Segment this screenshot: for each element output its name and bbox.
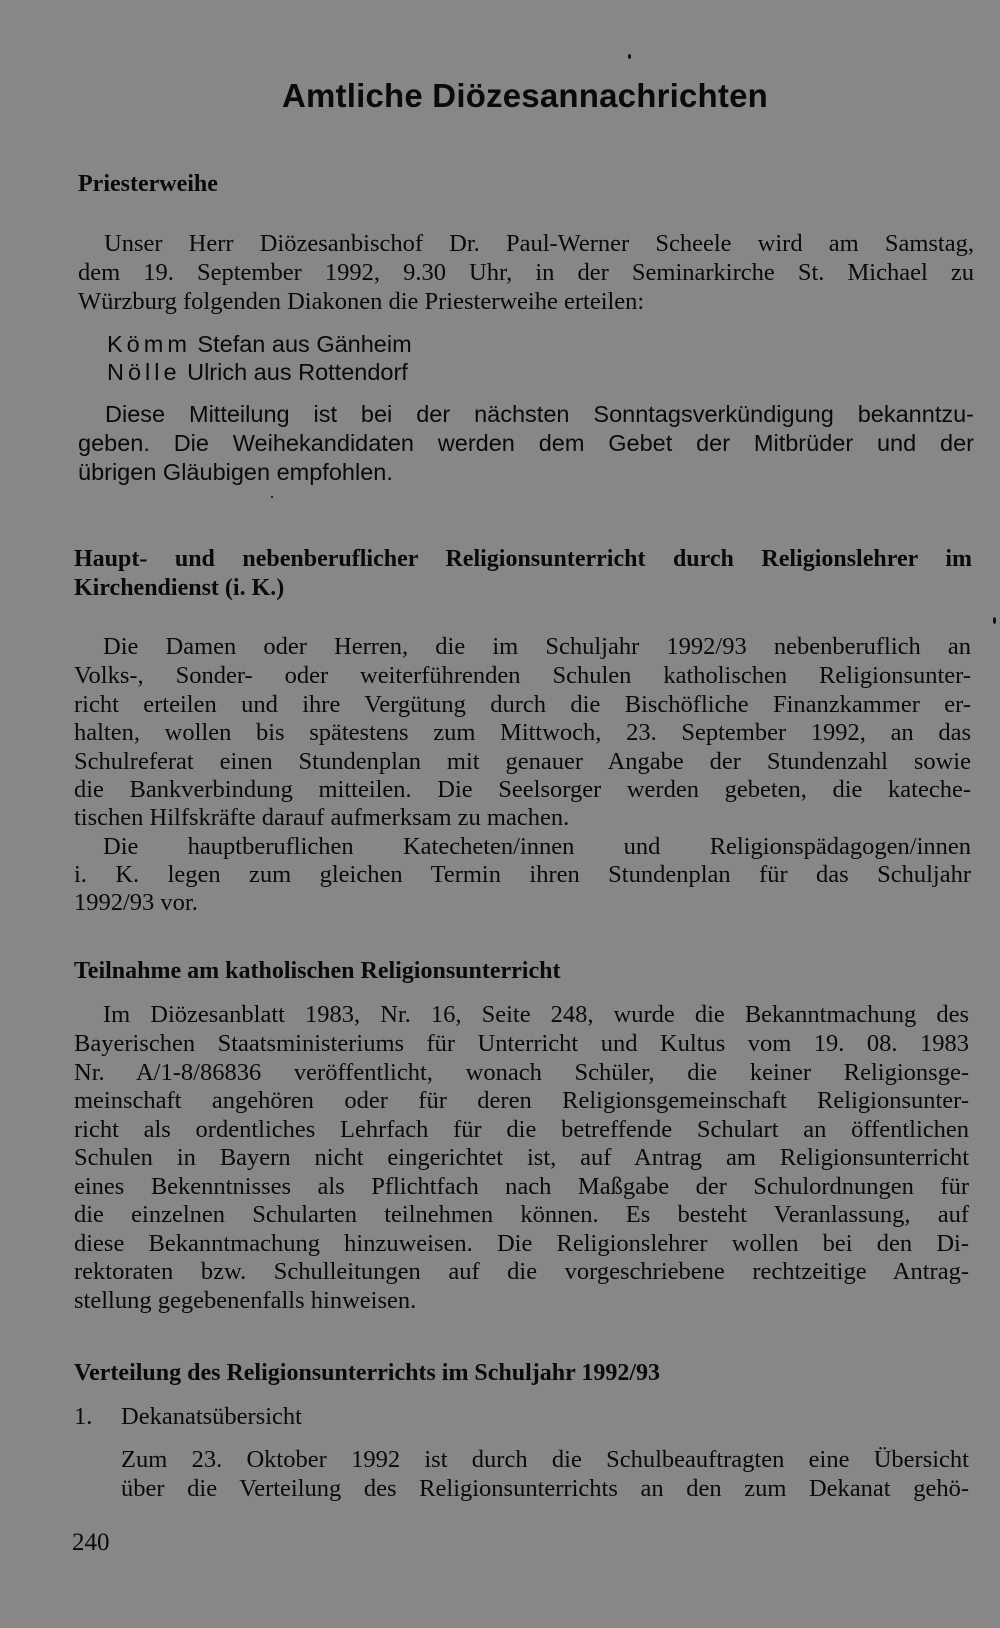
- scan-speck: [271, 496, 273, 498]
- paragraph-line: über die Verteilung des Religionsunterrichts an den zum Dekanat gehö-: [121, 1475, 969, 1502]
- paragraph-line: i. K. legen zum gleichen Termin ihren Stundenplan für das Schuljahr: [74, 861, 971, 888]
- scan-speck: [628, 54, 631, 59]
- paragraph-line: eines Bekenntnisses als Pflichtfach nach Maßgabe der Schulordnungen für: [74, 1173, 969, 1200]
- paragraph-line: halten, wollen bis spätestens zum Mittwoch, 23. September 1992, an das: [74, 719, 971, 746]
- list-item-title: Dekanatsübersicht: [121, 1403, 302, 1430]
- paragraph-line: Schulen in Bayern nicht eingerichtet ist, auf Antrag am Religionsunterricht: [74, 1144, 969, 1171]
- section-heading-verteilung: Verteilung des Religionsunterrichts im Schuljahr 1992/93: [74, 1360, 661, 1386]
- scan-speck: [993, 617, 996, 624]
- paragraph-line: Diese Mitteilung ist bei der nächsten Sonntagsverkündigung bekanntzu-: [105, 401, 974, 427]
- paragraph-line: richt erteilen und ihre Vergütung durch die Bischöfliche Finanzkammer er-: [74, 691, 971, 718]
- paragraph-line: stellung gegebenenfalls hinweisen.: [74, 1287, 417, 1314]
- paragraph-line: die einzelnen Schularten teilnehmen können. Es besteht Veranlassung, auf: [74, 1201, 969, 1228]
- paragraph-line: diese Bekanntmachung hinzuweisen. Die Religionslehrer wollen bei den Di-: [74, 1230, 969, 1257]
- candidate-details: Ulrich aus Rottendorf: [180, 359, 408, 385]
- paragraph-line: tischen Hilfskräfte darauf aufmerksam zu machen.: [74, 804, 570, 831]
- section-heading-priesterweihe: Priesterweihe: [78, 171, 218, 197]
- paragraph-line: Würzburg folgenden Diakonen die Priesterweihe erteilen:: [78, 288, 645, 315]
- section-heading-religionsunterricht-line-1: Haupt- und nebenberuflicher Religionsunterricht durch Religionslehrer im: [74, 546, 972, 572]
- paragraph-line: 1992/93 vor.: [74, 889, 198, 916]
- page-title: Amtliche Diözesannachrichten: [281, 77, 769, 114]
- paragraph-line: geben. Die Weihekandidaten werden dem Gebet der Mitbrüder und der: [78, 430, 974, 456]
- candidate-details: Stefan aus Gänheim: [190, 331, 412, 357]
- paragraph-line: meinschaft angehören oder für deren Religionsgemeinschaft Religionsunter-: [74, 1087, 969, 1114]
- candidate-entry: [107, 330, 412, 359]
- page-number: 240: [72, 1529, 110, 1556]
- section-heading-religionsunterricht-line-2: Kirchendienst (i. K.): [74, 575, 285, 601]
- paragraph-line: Die Damen oder Herren, die im Schuljahr 1992/93 nebenberuflich an: [103, 633, 971, 660]
- paragraph-line: richt als ordentliches Lehrfach für die betreffende Schulart an öffentlichen: [74, 1116, 969, 1143]
- paragraph-line: Im Diözesanblatt 1983, Nr. 16, Seite 248, wurde die Bekanntmachung des: [103, 1001, 969, 1028]
- paragraph-line: die Bankverbindung mitteilen. Die Seelsorger werden gebeten, die kateche-: [74, 776, 971, 803]
- paragraph-line: Die hauptberuflichen Katecheten/innen und Religionspädagogen/innen: [103, 833, 971, 860]
- candidate-entry: [107, 358, 408, 387]
- paragraph-line: Nr. A/1-8/86836 veröffentlicht, wonach Schüler, die keiner Religionsge-: [74, 1059, 969, 1086]
- paragraph-line: Volks-, Sonder- oder weiterführenden Schulen katholischen Religionsunter-: [74, 662, 971, 689]
- paragraph-line: Zum 23. Oktober 1992 ist durch die Schulbeauftragten eine Übersicht: [121, 1446, 969, 1473]
- paragraph-line: übrigen Gläubigen empfohlen.: [78, 459, 393, 485]
- paragraph-line: Bayerischen Staatsministeriums für Unterricht und Kultus vom 19. 08. 1983: [74, 1030, 969, 1057]
- paragraph-line: Schulreferat einen Stundenplan mit genauer Angabe der Stundenzahl sowie: [74, 748, 971, 775]
- list-item-number: 1.: [74, 1403, 93, 1430]
- candidate-surname: Kömm: [107, 331, 191, 357]
- paragraph-line: dem 19. September 1992, 9.30 Uhr, in der Seminarkirche St. Michael zu: [78, 259, 974, 286]
- paragraph-line: Unser Herr Diözesanbischof Dr. Paul-Werner Scheele wird am Samstag,: [104, 230, 974, 257]
- paragraph-line: rektoraten bzw. Schulleitungen auf die vorgeschriebene rechtzeitige Antrag-: [74, 1258, 969, 1285]
- section-heading-teilnahme: Teilnahme am katholischen Religionsunterricht: [74, 958, 561, 984]
- candidate-surname: Nölle: [107, 359, 181, 385]
